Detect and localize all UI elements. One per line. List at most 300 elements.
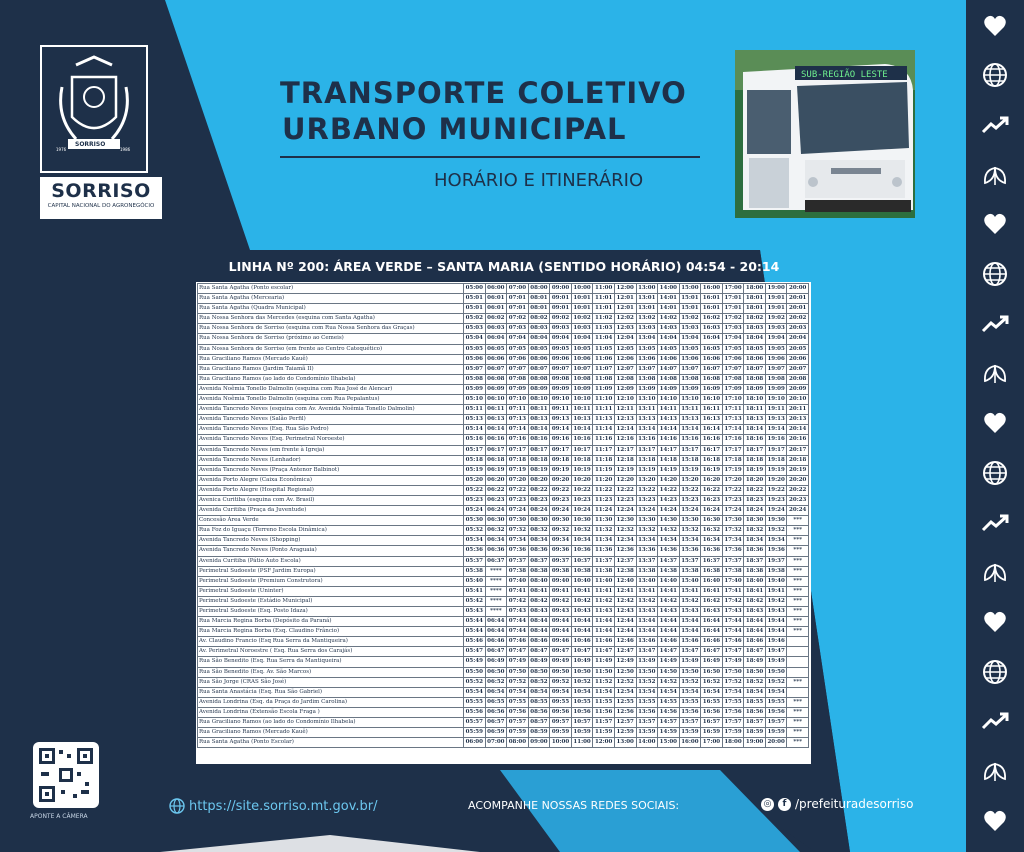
time-cell: 12:32 [614,526,636,536]
time-cell: 19:01 [765,304,787,314]
time-cell: 11:23 [593,495,615,505]
time-cell: 08:22 [528,485,550,495]
time-cell: 08:00 [507,738,529,748]
time-cell: 07:11 [507,405,529,415]
time-cell: 18:07 [744,364,766,374]
time-cell: 08:37 [528,556,550,566]
time-cell: 19:44 [765,617,787,627]
time-cell: 09:11 [550,405,572,415]
time-cell: 17:00 [701,738,723,748]
time-cell: 16:22 [701,485,723,495]
time-cell: 10:01 [571,304,593,314]
time-cell: 06:17 [485,445,507,455]
time-cell: 11:32 [593,526,615,536]
time-cell: 12:59 [614,728,636,738]
time-cell: 19:20 [765,475,787,485]
time-cell: 17:09 [722,384,744,394]
time-cell: 08:57 [528,718,550,728]
time-cell: 20:07 [787,364,809,374]
time-cell: 05:09 [464,384,486,394]
trend-icon [966,301,1024,347]
time-cell: 07:47 [507,647,529,657]
time-cell: 09:46 [550,637,572,647]
time-cell: 09:52 [550,677,572,687]
time-cell: 10:09 [571,384,593,394]
time-cell: 08:01 [528,294,550,304]
time-cell: 06:44 [485,627,507,637]
time-cell: 11:17 [593,445,615,455]
time-cell: 16:20 [701,475,723,485]
brand-tagline: CAPITAL NACIONAL DO AGRONEGÓCIO [47,203,155,209]
time-cell: 10:52 [571,677,593,687]
time-cell: 19:59 [765,728,787,738]
stop-name: Perimetral Sudoeste (Premium Construtora) [198,576,464,586]
time-cell: 09:00 [550,284,572,294]
time-cell: 05:17 [464,445,486,455]
brand-block [40,177,162,219]
time-cell: 15:43 [679,607,701,617]
time-cell: 16:38 [701,566,723,576]
time-cell: 11:56 [593,707,615,717]
time-cell: 10:56 [571,707,593,717]
stop-name: Avenida Tancredo Neves (Esq. Rua São Pedro) [198,425,464,435]
globe-icon [966,52,1024,98]
time-cell: 19:02 [765,314,787,324]
time-cell: 19:57 [765,718,787,728]
time-cell: 20:19 [787,465,809,475]
time-cell: 05:44 [464,627,486,637]
time-cell: 10:14 [571,425,593,435]
time-cell: 19:37 [765,556,787,566]
leaf-icon [966,748,1024,794]
time-cell [787,647,809,657]
time-cell: 17:24 [722,506,744,516]
leaf-icon [966,549,1024,595]
time-cell: 07:00 [507,284,529,294]
time-cell: 12:40 [614,576,636,586]
time-cell: 17:52 [722,677,744,687]
time-cell: 17:23 [722,495,744,505]
time-cell: 14:42 [658,596,680,606]
time-cell: 09:42 [550,596,572,606]
time-cell: 17:50 [722,667,744,677]
time-cell: 15:37 [679,556,701,566]
time-cell: 17:10 [722,395,744,405]
time-cell: 15:54 [679,687,701,697]
time-cell: *** [787,738,809,748]
time-cell: 19:19 [765,465,787,475]
table-row [198,647,809,657]
time-cell: 15:20 [679,475,701,485]
time-cell: 13:00 [614,738,636,748]
time-cell: 16:07 [701,364,723,374]
time-cell: 11:37 [593,556,615,566]
time-cell: 09:36 [550,546,572,556]
time-cell: 15:14 [679,425,701,435]
time-cell: 19:08 [765,374,787,384]
time-cell: 06:59 [485,728,507,738]
time-cell: 14:37 [658,556,680,566]
time-cell: 12:38 [614,566,636,576]
time-cell: 16:49 [701,657,723,667]
stop-name: Rua Nossa Senhora de Sorriso (em frente ao Centro Catequético) [198,344,464,354]
time-cell: *** [787,556,809,566]
heart-icon [966,599,1024,645]
time-cell: 15:10 [679,395,701,405]
time-cell: 12:44 [614,627,636,637]
time-cell: 16:03 [701,324,723,334]
globe-icon [169,798,185,814]
time-cell: 19:10 [765,395,787,405]
time-cell: 10:38 [571,566,593,576]
time-cell: 12:10 [614,395,636,405]
time-cell: 08:52 [528,677,550,687]
time-cell: 19:46 [765,637,787,647]
time-cell: 05:59 [464,728,486,738]
time-cell: 11:40 [593,576,615,586]
time-cell: 06:08 [485,374,507,384]
stop-name: Av. Claudino Francio (Esq Rua Serra da Mantiqueira) [198,637,464,647]
time-cell: 15:47 [679,647,701,657]
stop-name: Avenida Curitiba (Praça da Juventude) [198,506,464,516]
time-cell: 07:24 [507,506,529,516]
time-cell: 19:41 [765,586,787,596]
time-cell: 06:57 [485,718,507,728]
time-cell: 10:06 [571,354,593,364]
time-cell: 14:01 [658,304,680,314]
time-cell: 10:42 [571,596,593,606]
stop-name: Rua Graciliano Ramos (Mercado Kauê) [198,354,464,364]
time-cell: 16:10 [701,395,723,405]
time-cell: 05:32 [464,526,486,536]
crest-frame [40,45,148,173]
table-row [198,314,809,324]
time-cell: 06:02 [485,314,507,324]
time-cell: 12:07 [614,364,636,374]
time-cell: 15:01 [679,294,701,304]
time-cell: 17:14 [722,425,744,435]
time-cell: 15:44 [679,627,701,637]
time-cell: 17:43 [722,607,744,617]
stop-name: Avenida Noêmia Tonello Dalmolin (esquina com Rua Pepalantus) [198,395,464,405]
table-row [198,384,809,394]
time-cell: 12:22 [614,485,636,495]
stop-name: Avenida Tancredo Neves (Shopping) [198,536,464,546]
time-cell: 19:04 [765,334,787,344]
table-row [198,536,809,546]
page-subtitle: HORÁRIO E ITINERÁRIO [434,170,644,191]
time-cell: 10:13 [571,415,593,425]
time-cell: 06:00 [485,284,507,294]
time-cell: 12:44 [614,617,636,627]
time-cell: 19:01 [765,294,787,304]
time-cell: 17:40 [722,576,744,586]
time-cell: *** [787,596,809,606]
stop-name: Rua Foz do Iguaçu (Terreno Escola Dinâmica) [198,526,464,536]
time-cell: 05:54 [464,687,486,697]
title-divider [280,156,700,158]
table-row [198,374,809,384]
time-cell: 12:14 [614,425,636,435]
time-cell: 06:44 [485,617,507,627]
time-cell: 07:04 [507,334,529,344]
time-cell: 10:05 [571,344,593,354]
time-cell: 05:42 [464,596,486,606]
time-cell: 07:37 [507,556,529,566]
time-cell: 18:54 [744,687,766,697]
time-cell: 15:08 [679,374,701,384]
stop-name: Avenida Tancredo Neves (esquina com Av. Avenida Noêmia Tonello Dalmolin) [198,405,464,415]
time-cell: 08:59 [528,728,550,738]
time-cell: 16:52 [701,677,723,687]
time-cell: *** [787,697,809,707]
time-cell: 10:00 [571,284,593,294]
time-cell: 07:00 [485,738,507,748]
table-row [198,546,809,556]
qr-label: APONTE A CÂMERA [30,813,88,820]
time-cell: 14:47 [658,647,680,657]
time-cell: 14:59 [658,728,680,738]
time-cell: 17:22 [722,485,744,495]
time-cell: 05:00 [464,284,486,294]
table-row [198,566,809,576]
time-cell: 11:52 [593,677,615,687]
time-cell: 17:44 [722,617,744,627]
time-cell: 16:41 [701,586,723,596]
time-cell: 07:09 [507,384,529,394]
time-cell: 15:32 [679,526,701,536]
time-cell: 19:00 [744,738,766,748]
time-cell: 10:50 [571,667,593,677]
time-cell: 05:41 [464,586,486,596]
time-cell: 07:22 [507,485,529,495]
time-cell: 17:32 [722,526,744,536]
time-cell: 10:46 [571,637,593,647]
time-cell: 10:22 [571,485,593,495]
time-cell: 13:44 [636,627,658,637]
time-cell: 12:24 [614,506,636,516]
time-cell: 09:30 [550,516,572,526]
time-cell: 09:10 [550,395,572,405]
time-cell: 12:20 [614,475,636,485]
time-cell: 07:18 [507,455,529,465]
time-cell: 06:01 [485,304,507,314]
table-title: LINHA Nº 200: ÁREA VERDE – SANTA MARIA (SENTIDO HORÁRIO) 04:54 - 20:14 [228,259,780,274]
time-cell: 11:49 [593,657,615,667]
time-cell: 17:05 [722,344,744,354]
stop-name: Rua Marcia Regina Borba (Esq. Claudino Frâncio) [198,627,464,637]
site-url: https://site.sorriso.mt.gov.br/ [189,798,378,814]
time-cell: 15:34 [679,536,701,546]
time-cell: 06:37 [485,556,507,566]
time-cell: 06:19 [485,465,507,475]
trend-icon [966,500,1024,546]
time-cell: 15:50 [679,667,701,677]
time-cell: 16:43 [701,607,723,617]
time-cell: 13:40 [636,576,658,586]
time-cell: 17:41 [722,586,744,596]
time-cell: 13:16 [636,435,658,445]
time-cell: 20:05 [787,344,809,354]
crest-city: SORRISO [75,141,106,148]
time-cell: 09:01 [550,294,572,304]
time-cell: 15:03 [679,324,701,334]
time-cell: 14:00 [636,738,658,748]
time-cell: 09:40 [550,576,572,586]
time-cell: 09:23 [550,495,572,505]
social-link[interactable] [761,797,913,811]
time-cell: 08:18 [528,455,550,465]
stop-name: Rua Graciliano Ramos (ao lado do Condomínio Ilhabela) [198,374,464,384]
time-cell: 14:32 [658,526,680,536]
time-cell: 08:14 [528,425,550,435]
time-cell: 11:00 [593,284,615,294]
time-cell: 06:52 [485,677,507,687]
time-cell: 06:49 [485,657,507,667]
time-cell: 05:50 [464,667,486,677]
time-cell: 07:14 [507,425,529,435]
time-cell: 05:24 [464,506,486,516]
time-cell: 20:18 [787,455,809,465]
time-cell: 17:11 [722,405,744,415]
time-cell: 10:07 [571,364,593,374]
facebook-icon: f [778,798,791,811]
time-cell: 10:23 [571,495,593,505]
time-cell: 16:50 [701,667,723,677]
time-cell: 18:41 [744,586,766,596]
time-cell: 18:05 [744,344,766,354]
stop-name: Rua Nossa Senhora de Sorriso (próximo ao Cemeis) [198,334,464,344]
time-cell: 06:10 [485,395,507,405]
time-cell: 06:54 [485,687,507,697]
time-cell: 18:57 [744,718,766,728]
time-cell: 17:55 [722,697,744,707]
time-cell: 09:32 [550,526,572,536]
time-cell: 07:16 [507,435,529,445]
time-cell: 20:10 [787,395,809,405]
time-cell: 17:59 [722,728,744,738]
time-cell: 05:44 [464,617,486,627]
stop-name: Avenida Porto Alegre (Caixa Econômica) [198,475,464,485]
time-cell: 12:37 [614,556,636,566]
time-cell: 05:52 [464,677,486,687]
time-cell: 13:59 [636,728,658,738]
time-cell: 07:52 [507,677,529,687]
table-row [198,425,809,435]
time-cell: 13:17 [636,445,658,455]
time-cell: 08:46 [528,637,550,647]
time-cell: 14:24 [658,506,680,516]
time-cell: 08:20 [528,475,550,485]
time-cell: 09:19 [550,465,572,475]
time-cell: 13:10 [636,395,658,405]
time-cell: 18:01 [744,294,766,304]
time-cell: 12:23 [614,495,636,505]
time-cell: 14:40 [658,576,680,586]
time-cell: 19:11 [765,405,787,415]
time-cell: 16:11 [701,405,723,415]
time-cell: 09:57 [550,718,572,728]
time-cell: *** [787,677,809,687]
time-cell: 10:20 [571,475,593,485]
time-cell: 13:57 [636,718,658,728]
time-cell: 11:00 [571,738,593,748]
time-cell: 05:03 [464,324,486,334]
time-cell: 13:38 [636,566,658,576]
time-cell: 12:30 [614,516,636,526]
time-cell: 06:14 [485,425,507,435]
time-cell: 19:23 [765,495,787,505]
white-accent [160,835,480,852]
time-cell: 20:00 [787,284,809,294]
time-cell: 20:09 [787,384,809,394]
time-cell: 19:13 [765,415,787,425]
site-link[interactable] [169,798,378,814]
time-cell: 10:40 [571,576,593,586]
time-cell: 11:09 [593,384,615,394]
time-cell: 10:11 [571,405,593,415]
time-cell: **** [485,566,507,576]
time-cell: 16:36 [701,546,723,556]
stop-name: Avenida Tancredo Neves (Ponto Araguaia) [198,546,464,556]
time-cell: 13:14 [636,425,658,435]
time-cell: 15:00 [679,284,701,294]
time-cell: 10:37 [571,556,593,566]
stop-name: Rua Graciliano Ramos (ao lado do Condomínio Ilhabela) [198,718,464,728]
time-cell: 20:16 [787,435,809,445]
time-cell: 16:05 [701,344,723,354]
time-cell: 19:38 [765,566,787,576]
time-cell: 15:36 [679,546,701,556]
time-cell: 16:00 [679,738,701,748]
time-cell: 17:01 [722,304,744,314]
time-cell: 08:38 [528,566,550,576]
time-cell: 09:14 [550,425,572,435]
time-cell: 17:34 [722,536,744,546]
time-cell: 06:04 [485,334,507,344]
stop-name: Avenida Tancredo Neves (Esq. Perimetral Noroeste) [198,435,464,445]
time-cell: 15:22 [679,485,701,495]
time-cell: 07:23 [507,495,529,505]
time-cell: 14:16 [658,435,680,445]
time-cell: 20:03 [787,324,809,334]
time-cell: 09:03 [550,324,572,334]
globe-icon [966,450,1024,496]
time-cell: 05:49 [464,657,486,667]
time-cell: 06:30 [485,516,507,526]
time-cell: 14:10 [658,395,680,405]
time-cell: 12:41 [614,586,636,596]
time-cell: 07:40 [507,576,529,586]
time-cell: *** [787,546,809,556]
stop-name: Rua Santa Agatha (Mercearia) [198,294,464,304]
table-row [198,586,809,596]
sidebar [966,0,1024,852]
time-cell: 11:41 [593,586,615,596]
time-cell: 12:43 [614,607,636,617]
time-cell: *** [787,617,809,627]
time-cell: 08:13 [528,415,550,425]
table-row [198,526,809,536]
stop-name: Avenica Curitiba (esquina com Av. Brasil) [198,495,464,505]
time-cell: 20:24 [787,506,809,516]
time-cell: 05:14 [464,425,486,435]
time-cell: 14:04 [658,334,680,344]
time-cell: 16:18 [701,455,723,465]
time-cell: 14:18 [658,455,680,465]
time-cell: 15:05 [679,344,701,354]
schedule-table [197,283,809,748]
